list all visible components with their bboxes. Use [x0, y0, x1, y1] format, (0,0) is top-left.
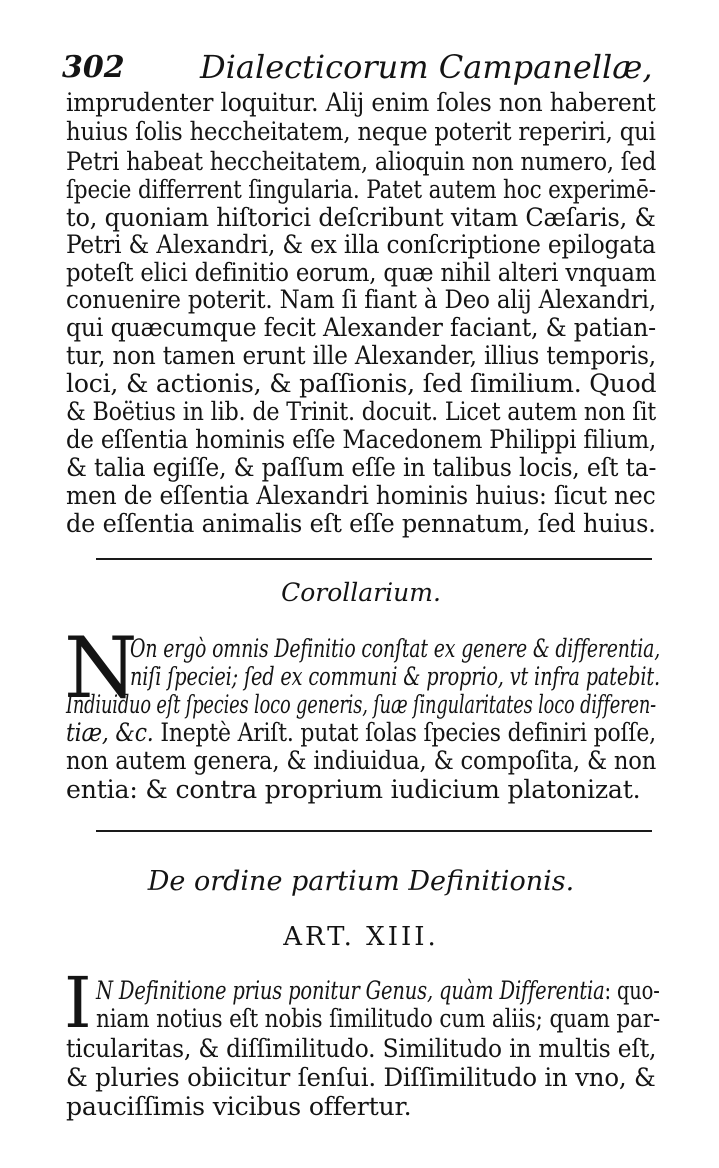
text-line [66, 1092, 656, 1122]
text-line: men de eſſentia Alexandri hominis huius: ſicut nec [66, 481, 656, 510]
text-line: to, quoniam hiſtorici deſcribunt vitam Cæſaris, & [66, 203, 656, 232]
text-line [96, 1004, 660, 1034]
text-line: de eſſentia animalis eſt eſſe pennatum, ſed huius. [66, 509, 656, 538]
text-line: huius ſolis heccheitatem, neque poterit reperiri, qui [66, 117, 656, 146]
text-line: qui quæcumque fecit Alexander faciant, & patian- [66, 313, 656, 342]
text-line [66, 1034, 657, 1064]
text-line: Petri & Alexandri, & ex illa conſcriptione epilogata [66, 230, 656, 259]
roman-text: non autem genera, & indiuidua, & compoſita, & non [66, 746, 657, 775]
roman-text: entia: & contra proprium iudicium platonizat. [66, 775, 641, 804]
article-heading: ART. XIII. [283, 922, 439, 952]
text-line: de eſſentia hominis eſſe Macedonem Philippi filium, [66, 425, 657, 454]
roman-text: pauciſſimis vicibus offertur. [66, 1092, 412, 1121]
text-line [96, 976, 660, 1006]
text-line: & Boëtius in lib. de Trinit. docuit. Licet autem non ſit [66, 397, 657, 426]
text-line: imprudenter loquitur. Alij enim ſoles non haberent [66, 88, 656, 117]
drop-cap: N [64, 619, 138, 717]
text-line [130, 662, 660, 692]
roman-text: niam notius eſt nobis ſimilitudo cum aliis; quam par- [96, 1004, 660, 1033]
section-heading: De ordine partium Definitionis. [147, 866, 575, 897]
italic-text: niſi ſpeciei; ſed ex communi & proprio, vt infra patebit. [130, 662, 660, 691]
italic-text: tiæ, &c. [66, 718, 154, 747]
text-line [66, 690, 657, 720]
running-head: Dialecticorum Campanellæ, [200, 48, 653, 86]
text-line: ſpecie differrent ſingularia. Patet autem hoc experimē- [66, 175, 656, 204]
text-line [66, 775, 656, 805]
text-line [66, 1063, 656, 1093]
drop-cap: I [64, 962, 92, 1044]
text-line: loci, & actionis, & paſſionis, ſed ſimilium. Quod [66, 369, 657, 398]
roman-text: ticularitas, & diſſimilitudo. Similitudo in multis eſt, [66, 1034, 657, 1063]
roman-text: : quo- [604, 976, 660, 1005]
text-line [66, 718, 656, 748]
text-line [66, 746, 657, 776]
corollary-heading: Corollarium. [281, 578, 441, 607]
text-line [130, 634, 661, 664]
page-number: 302 [62, 50, 125, 85]
page-header [62, 44, 662, 88]
section-divider [96, 558, 652, 560]
roman-text: Ineptè Ariſt. putat ſolas ſpecies definiri poſſe, [153, 718, 656, 747]
italic-text: On ergò omnis Definitio conſtat ex genere & differentia, [130, 634, 661, 663]
text-line: & talia egiſſe, & paſſum eſſe in talibus locis, eſt ta- [66, 453, 657, 482]
text-line: tur, non tamen erunt ille Alexander, illius temporis, [66, 341, 656, 370]
text-line: Petri habeat heccheitatem, alioquin non numero, ſed [66, 147, 657, 176]
italic-text: N Definitione prius ponitur Genus, quàm Differentia [96, 976, 605, 1005]
roman-text: & pluries obiicitur ſenſui. Diſſimilitudo in vno, & [66, 1063, 656, 1092]
section-divider [96, 830, 652, 832]
text-line: conuenire poterit. Nam ſi fiant à Deo alij Alexandri, [66, 285, 656, 314]
text-line: poteſt elici definitio eorum, quæ nihil alteri vnquam [66, 258, 657, 287]
italic-text: Indiuiduo eſt ſpecies loco generis, ſuæ ſingularitates loco differen- [66, 690, 657, 719]
